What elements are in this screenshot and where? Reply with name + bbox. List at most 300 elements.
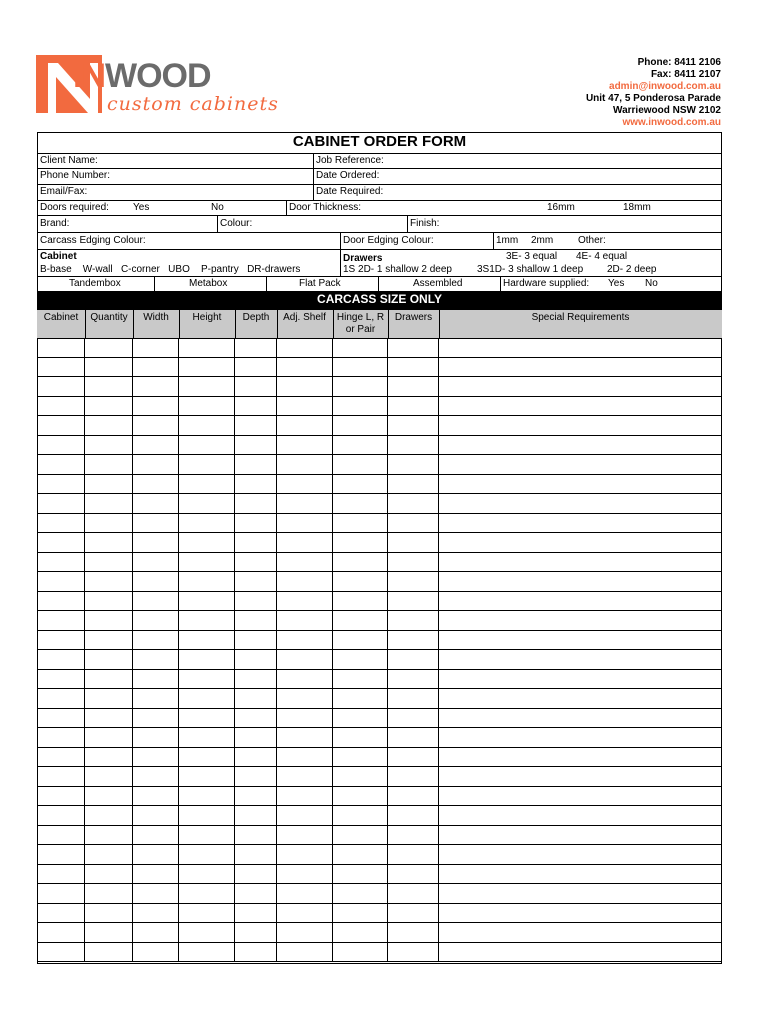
table-cell[interactable] xyxy=(333,436,388,455)
table-cell[interactable] xyxy=(277,904,333,923)
table-cell[interactable] xyxy=(133,397,179,416)
table-cell[interactable] xyxy=(439,416,722,435)
table-cell[interactable] xyxy=(277,767,333,786)
table-cell[interactable] xyxy=(277,650,333,669)
table-cell[interactable] xyxy=(179,592,235,611)
table-cell[interactable] xyxy=(179,670,235,689)
table-cell[interactable] xyxy=(439,514,722,533)
table-cell[interactable] xyxy=(388,767,439,786)
table-cell[interactable] xyxy=(388,806,439,825)
table-cell[interactable] xyxy=(235,865,277,884)
table-cell[interactable] xyxy=(277,923,333,942)
table-cell[interactable] xyxy=(85,572,133,591)
table-cell[interactable] xyxy=(179,416,235,435)
table-cell[interactable] xyxy=(439,533,722,552)
table-cell[interactable] xyxy=(37,748,85,767)
table-cell[interactable] xyxy=(85,611,133,630)
date-required-field[interactable]: Date Required: xyxy=(316,186,384,197)
table-cell[interactable] xyxy=(133,884,179,903)
table-cell[interactable] xyxy=(277,806,333,825)
edge-2mm-option[interactable]: 2mm xyxy=(531,235,554,246)
table-cell[interactable] xyxy=(333,806,388,825)
table-cell[interactable] xyxy=(388,787,439,806)
table-cell[interactable] xyxy=(133,592,179,611)
table-cell[interactable] xyxy=(235,806,277,825)
table-cell[interactable] xyxy=(85,455,133,474)
table-cell[interactable] xyxy=(37,631,85,650)
table-cell[interactable] xyxy=(85,806,133,825)
table-cell[interactable] xyxy=(333,533,388,552)
table-cell[interactable] xyxy=(37,689,85,708)
table-cell[interactable] xyxy=(133,631,179,650)
table-cell[interactable] xyxy=(277,943,333,962)
table-cell[interactable] xyxy=(133,377,179,396)
table-cell[interactable] xyxy=(439,845,722,864)
table-cell[interactable] xyxy=(37,338,85,357)
table-cell[interactable] xyxy=(37,943,85,962)
table-cell[interactable] xyxy=(37,358,85,377)
table-cell[interactable] xyxy=(333,884,388,903)
table-cell[interactable] xyxy=(133,494,179,513)
table-cell[interactable] xyxy=(439,728,722,747)
table-cell[interactable] xyxy=(133,553,179,572)
table-cell[interactable] xyxy=(439,475,722,494)
table-cell[interactable] xyxy=(37,767,85,786)
table-cell[interactable] xyxy=(37,670,85,689)
table-cell[interactable] xyxy=(333,455,388,474)
table-cell[interactable] xyxy=(85,631,133,650)
table-cell[interactable] xyxy=(235,826,277,845)
table-cell[interactable] xyxy=(333,787,388,806)
table-cell[interactable] xyxy=(439,436,722,455)
table-cell[interactable] xyxy=(37,650,85,669)
table-cell[interactable] xyxy=(235,533,277,552)
table-cell[interactable] xyxy=(85,689,133,708)
table-cell[interactable] xyxy=(235,845,277,864)
table-cell[interactable] xyxy=(85,923,133,942)
email-fax-field[interactable]: Email/Fax: xyxy=(40,186,88,197)
table-cell[interactable] xyxy=(439,358,722,377)
table-cell[interactable] xyxy=(235,592,277,611)
table-cell[interactable] xyxy=(388,377,439,396)
table-cell[interactable] xyxy=(277,416,333,435)
job-reference-field[interactable]: Job Reference: xyxy=(316,155,384,166)
table-cell[interactable] xyxy=(277,338,333,357)
table-cell[interactable] xyxy=(439,553,722,572)
table-cell[interactable] xyxy=(439,865,722,884)
table-cell[interactable] xyxy=(179,475,235,494)
table-cell[interactable] xyxy=(277,826,333,845)
table-cell[interactable] xyxy=(277,884,333,903)
table-cell[interactable] xyxy=(235,572,277,591)
table-cell[interactable] xyxy=(85,436,133,455)
table-cell[interactable] xyxy=(235,455,277,474)
table-cell[interactable] xyxy=(133,338,179,357)
table-cell[interactable] xyxy=(439,748,722,767)
table-cell[interactable] xyxy=(277,358,333,377)
table-cell[interactable] xyxy=(179,904,235,923)
table-cell[interactable] xyxy=(85,338,133,357)
table-cell[interactable] xyxy=(277,377,333,396)
table-cell[interactable] xyxy=(179,358,235,377)
table-cell[interactable] xyxy=(179,436,235,455)
table-cell[interactable] xyxy=(85,884,133,903)
table-cell[interactable] xyxy=(388,728,439,747)
drawer-3s1d-option[interactable]: 3S1D- 3 shallow 1 deep xyxy=(477,264,584,275)
table-cell[interactable] xyxy=(388,631,439,650)
table-cell[interactable] xyxy=(333,748,388,767)
table-cell[interactable] xyxy=(133,455,179,474)
table-cell[interactable] xyxy=(37,709,85,728)
table-cell[interactable] xyxy=(85,709,133,728)
table-cell[interactable] xyxy=(235,631,277,650)
table-cell[interactable] xyxy=(333,670,388,689)
table-cell[interactable] xyxy=(85,475,133,494)
table-cell[interactable] xyxy=(333,572,388,591)
table-cell[interactable] xyxy=(85,358,133,377)
table-cell[interactable] xyxy=(133,923,179,942)
table-cell[interactable] xyxy=(37,904,85,923)
colour-field[interactable]: Colour: xyxy=(220,218,253,229)
table-cell[interactable] xyxy=(277,533,333,552)
table-cell[interactable] xyxy=(439,650,722,669)
table-cell[interactable] xyxy=(277,475,333,494)
table-cell[interactable] xyxy=(37,865,85,884)
table-cell[interactable] xyxy=(37,787,85,806)
table-cell[interactable] xyxy=(133,670,179,689)
table-cell[interactable] xyxy=(133,611,179,630)
table-cell[interactable] xyxy=(85,377,133,396)
table-cell[interactable] xyxy=(235,475,277,494)
table-cell[interactable] xyxy=(85,670,133,689)
table-cell[interactable] xyxy=(37,377,85,396)
table-cell[interactable] xyxy=(133,767,179,786)
table-cell[interactable] xyxy=(388,943,439,962)
table-cell[interactable] xyxy=(85,943,133,962)
doors-no-option[interactable]: No xyxy=(211,202,224,213)
table-cell[interactable] xyxy=(388,611,439,630)
table-cell[interactable] xyxy=(277,631,333,650)
table-cell[interactable] xyxy=(333,845,388,864)
table-cell[interactable] xyxy=(179,397,235,416)
table-cell[interactable] xyxy=(179,572,235,591)
table-cell[interactable] xyxy=(235,416,277,435)
table-cell[interactable] xyxy=(439,923,722,942)
table-cell[interactable] xyxy=(85,865,133,884)
table-cell[interactable] xyxy=(179,650,235,669)
table-cell[interactable] xyxy=(179,943,235,962)
table-cell[interactable] xyxy=(85,787,133,806)
table-cell[interactable] xyxy=(277,728,333,747)
drawer-3e-option[interactable]: 3E- 3 equal xyxy=(506,251,558,262)
table-cell[interactable] xyxy=(388,592,439,611)
table-cell[interactable] xyxy=(85,514,133,533)
table-cell[interactable] xyxy=(333,826,388,845)
table-cell[interactable] xyxy=(179,923,235,942)
table-cell[interactable] xyxy=(179,377,235,396)
table-cell[interactable] xyxy=(133,533,179,552)
assembled-option[interactable]: Assembled xyxy=(413,278,463,289)
table-cell[interactable] xyxy=(179,767,235,786)
table-cell[interactable] xyxy=(333,358,388,377)
drawer-2d-option[interactable]: 2D- 2 deep xyxy=(607,264,657,275)
table-cell[interactable] xyxy=(179,631,235,650)
table-cell[interactable] xyxy=(439,806,722,825)
table-cell[interactable] xyxy=(388,553,439,572)
table-cell[interactable] xyxy=(388,904,439,923)
table-cell[interactable] xyxy=(388,358,439,377)
table-cell[interactable] xyxy=(235,670,277,689)
table-cell[interactable] xyxy=(179,611,235,630)
table-cell[interactable] xyxy=(133,904,179,923)
table-cell[interactable] xyxy=(37,553,85,572)
table-cell[interactable] xyxy=(439,397,722,416)
table-cell[interactable] xyxy=(388,338,439,357)
table-cell[interactable] xyxy=(179,338,235,357)
table-cell[interactable] xyxy=(388,533,439,552)
table-cell[interactable] xyxy=(37,884,85,903)
table-cell[interactable] xyxy=(333,631,388,650)
thickness-18mm-option[interactable]: 18mm xyxy=(623,202,651,213)
carcass-edging-field[interactable]: Carcass Edging Colour: xyxy=(40,235,146,246)
table-cell[interactable] xyxy=(37,592,85,611)
table-cell[interactable] xyxy=(333,377,388,396)
table-cell[interactable] xyxy=(133,475,179,494)
table-cell[interactable] xyxy=(439,767,722,786)
table-cell[interactable] xyxy=(85,767,133,786)
table-cell[interactable] xyxy=(333,865,388,884)
table-cell[interactable] xyxy=(37,455,85,474)
table-cell[interactable] xyxy=(388,475,439,494)
table-cell[interactable] xyxy=(179,494,235,513)
table-cell[interactable] xyxy=(37,494,85,513)
table-cell[interactable] xyxy=(439,338,722,357)
table-cell[interactable] xyxy=(133,787,179,806)
table-cell[interactable] xyxy=(235,923,277,942)
table-cell[interactable] xyxy=(388,416,439,435)
table-cell[interactable] xyxy=(133,728,179,747)
table-cell[interactable] xyxy=(388,923,439,942)
edge-other-field[interactable]: Other: xyxy=(578,235,606,246)
table-cell[interactable] xyxy=(439,689,722,708)
table-cell[interactable] xyxy=(179,553,235,572)
table-cell[interactable] xyxy=(439,943,722,962)
tandembox-option[interactable]: Tandembox xyxy=(69,278,121,289)
table-cell[interactable] xyxy=(37,728,85,747)
drawer-1s2d-option[interactable]: 1S 2D- 1 shallow 2 deep xyxy=(343,264,452,275)
table-cell[interactable] xyxy=(179,514,235,533)
table-cell[interactable] xyxy=(37,475,85,494)
table-cell[interactable] xyxy=(179,533,235,552)
table-cell[interactable] xyxy=(133,865,179,884)
table-cell[interactable] xyxy=(388,845,439,864)
table-cell[interactable] xyxy=(37,826,85,845)
table-cell[interactable] xyxy=(439,709,722,728)
table-cell[interactable] xyxy=(235,494,277,513)
table-cell[interactable] xyxy=(277,455,333,474)
table-cell[interactable] xyxy=(179,689,235,708)
table-cell[interactable] xyxy=(235,943,277,962)
table-cell[interactable] xyxy=(439,455,722,474)
table-cell[interactable] xyxy=(37,572,85,591)
table-cell[interactable] xyxy=(439,826,722,845)
table-cell[interactable] xyxy=(85,845,133,864)
table-cell[interactable] xyxy=(133,826,179,845)
table-cell[interactable] xyxy=(388,455,439,474)
email-link[interactable]: admin@inwood.com.au xyxy=(609,81,721,92)
table-cell[interactable] xyxy=(333,767,388,786)
table-cell[interactable] xyxy=(277,592,333,611)
table-cell[interactable] xyxy=(333,923,388,942)
table-cell[interactable] xyxy=(133,572,179,591)
table-cell[interactable] xyxy=(133,514,179,533)
table-cell[interactable] xyxy=(333,592,388,611)
table-cell[interactable] xyxy=(333,494,388,513)
table-cell[interactable] xyxy=(439,494,722,513)
table-cell[interactable] xyxy=(133,436,179,455)
phone-number-field[interactable]: Phone Number: xyxy=(40,170,111,181)
flat-pack-option[interactable]: Flat Pack xyxy=(299,278,341,289)
table-cell[interactable] xyxy=(85,650,133,669)
table-cell[interactable] xyxy=(37,533,85,552)
date-ordered-field[interactable]: Date Ordered: xyxy=(316,170,380,181)
table-cell[interactable] xyxy=(235,358,277,377)
table-cell[interactable] xyxy=(85,397,133,416)
table-cell[interactable] xyxy=(277,689,333,708)
table-cell[interactable] xyxy=(439,670,722,689)
brand-field[interactable]: Brand: xyxy=(40,218,70,229)
table-cell[interactable] xyxy=(439,884,722,903)
table-cell[interactable] xyxy=(85,904,133,923)
table-cell[interactable] xyxy=(133,845,179,864)
table-cell[interactable] xyxy=(179,806,235,825)
table-cell[interactable] xyxy=(333,689,388,708)
table-cell[interactable] xyxy=(235,728,277,747)
table-cell[interactable] xyxy=(85,826,133,845)
table-cell[interactable] xyxy=(179,709,235,728)
table-cell[interactable] xyxy=(85,592,133,611)
table-cell[interactable] xyxy=(179,826,235,845)
table-cell[interactable] xyxy=(333,338,388,357)
table-cell[interactable] xyxy=(388,514,439,533)
table-cell[interactable] xyxy=(388,884,439,903)
table-cell[interactable] xyxy=(277,611,333,630)
table-cell[interactable] xyxy=(133,650,179,669)
table-cell[interactable] xyxy=(235,650,277,669)
table-cell[interactable] xyxy=(388,436,439,455)
table-cell[interactable] xyxy=(388,670,439,689)
table-cell[interactable] xyxy=(439,631,722,650)
table-cell[interactable] xyxy=(277,865,333,884)
table-cell[interactable] xyxy=(133,358,179,377)
table-cell[interactable] xyxy=(277,553,333,572)
table-cell[interactable] xyxy=(37,397,85,416)
table-cell[interactable] xyxy=(388,689,439,708)
client-name-field[interactable]: Client Name: xyxy=(40,155,98,166)
table-cell[interactable] xyxy=(179,845,235,864)
table-cell[interactable] xyxy=(277,397,333,416)
table-cell[interactable] xyxy=(37,923,85,942)
table-cell[interactable] xyxy=(235,748,277,767)
table-cell[interactable] xyxy=(235,514,277,533)
website-link[interactable]: www.inwood.com.au xyxy=(622,117,721,128)
table-cell[interactable] xyxy=(235,787,277,806)
table-cell[interactable] xyxy=(37,416,85,435)
table-cell[interactable] xyxy=(388,826,439,845)
table-cell[interactable] xyxy=(388,748,439,767)
table-cell[interactable] xyxy=(439,611,722,630)
table-cell[interactable] xyxy=(235,397,277,416)
table-cell[interactable] xyxy=(277,709,333,728)
table-cell[interactable] xyxy=(85,416,133,435)
table-cell[interactable] xyxy=(133,806,179,825)
table-cell[interactable] xyxy=(333,553,388,572)
table-cell[interactable] xyxy=(388,572,439,591)
table-cell[interactable] xyxy=(133,689,179,708)
table-cell[interactable] xyxy=(333,397,388,416)
table-cell[interactable] xyxy=(388,650,439,669)
table-cell[interactable] xyxy=(388,865,439,884)
table-cell[interactable] xyxy=(179,787,235,806)
metabox-option[interactable]: Metabox xyxy=(189,278,228,289)
doors-yes-option[interactable]: Yes xyxy=(133,202,150,213)
table-cell[interactable] xyxy=(439,787,722,806)
table-cell[interactable] xyxy=(333,728,388,747)
table-cell[interactable] xyxy=(439,377,722,396)
table-cell[interactable] xyxy=(277,514,333,533)
table-cell[interactable] xyxy=(133,943,179,962)
table-cell[interactable] xyxy=(333,904,388,923)
table-cell[interactable] xyxy=(85,533,133,552)
table-cell[interactable] xyxy=(235,689,277,708)
edge-1mm-option[interactable]: 1mm xyxy=(496,235,519,246)
table-cell[interactable] xyxy=(37,845,85,864)
table-cell[interactable] xyxy=(439,572,722,591)
table-cell[interactable] xyxy=(235,709,277,728)
table-cell[interactable] xyxy=(235,338,277,357)
table-cell[interactable] xyxy=(179,865,235,884)
table-cell[interactable] xyxy=(37,611,85,630)
table-cell[interactable] xyxy=(85,553,133,572)
table-cell[interactable] xyxy=(388,494,439,513)
table-cell[interactable] xyxy=(235,377,277,396)
table-cell[interactable] xyxy=(277,748,333,767)
table-cell[interactable] xyxy=(277,787,333,806)
hardware-no-option[interactable]: No xyxy=(645,278,658,289)
table-cell[interactable] xyxy=(439,904,722,923)
table-cell[interactable] xyxy=(333,611,388,630)
table-cell[interactable] xyxy=(235,884,277,903)
table-cell[interactable] xyxy=(179,748,235,767)
table-cell[interactable] xyxy=(277,572,333,591)
table-cell[interactable] xyxy=(235,904,277,923)
table-cell[interactable] xyxy=(333,943,388,962)
table-cell[interactable] xyxy=(37,806,85,825)
table-cell[interactable] xyxy=(333,709,388,728)
table-cell[interactable] xyxy=(235,553,277,572)
table-cell[interactable] xyxy=(388,397,439,416)
table-cell[interactable] xyxy=(235,436,277,455)
table-cell[interactable] xyxy=(133,416,179,435)
table-cell[interactable] xyxy=(179,884,235,903)
table-cell[interactable] xyxy=(333,416,388,435)
table-cell[interactable] xyxy=(85,494,133,513)
table-cell[interactable] xyxy=(235,611,277,630)
table-cell[interactable] xyxy=(388,709,439,728)
table-cell[interactable] xyxy=(235,767,277,786)
table-cell[interactable] xyxy=(37,436,85,455)
drawer-4e-option[interactable]: 4E- 4 equal xyxy=(576,251,628,262)
